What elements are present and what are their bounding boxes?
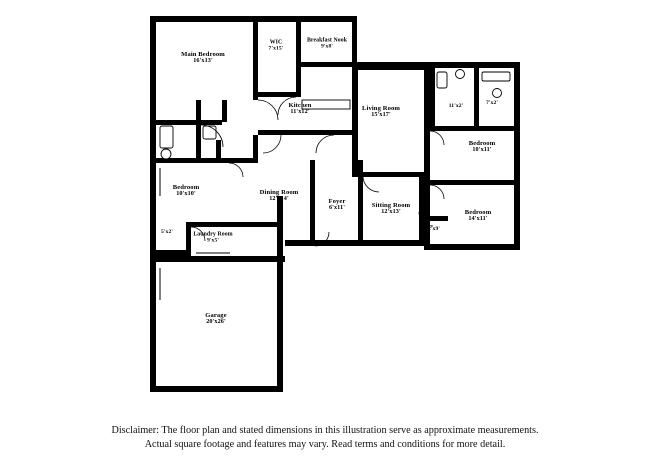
room-label-bath-1 — [449, 103, 464, 109]
room-label-kitchen — [288, 102, 311, 116]
room-dimension: 7'x15' — [268, 46, 284, 53]
room-dimension: 12'x13' — [381, 208, 401, 216]
room-label-foyer — [329, 198, 346, 212]
room-name: Main Bedroom — [181, 50, 225, 58]
room-label-wic — [269, 40, 284, 53]
room-label-bath-2 — [486, 100, 498, 106]
room-name: Bedroom — [468, 139, 496, 147]
room-label-bedroom-10x11 — [469, 140, 496, 154]
room-label-main-bedroom — [181, 51, 225, 65]
room-dimension: 10'x11' — [472, 146, 492, 154]
disclaimer-text — [0, 424, 650, 452]
room-name: Kitchen — [288, 101, 312, 109]
room-dimension: 16'x13' — [193, 57, 213, 65]
room-label-closet-5x2 — [161, 229, 173, 235]
room-label-dining-room — [260, 189, 299, 203]
room-name: Living Room — [362, 104, 400, 112]
room-dimension: 9'x8' — [320, 44, 333, 51]
room-label-living-room — [362, 105, 400, 119]
room-name: Breakfast Nook — [306, 37, 348, 44]
room-dimension: 20'x26' — [206, 318, 226, 326]
room-label-breakfast-nook — [307, 38, 347, 51]
room-name: Foyer — [328, 197, 346, 205]
room-name: WIC — [269, 39, 283, 46]
room-dimension: 10'x10' — [176, 190, 196, 198]
room-label-bedroom-14x11 — [465, 209, 492, 223]
room-dimension: 14'x11' — [468, 215, 488, 223]
room-name: Garage — [205, 311, 227, 319]
room-label-laundry-room — [193, 232, 232, 245]
room-label-garage — [205, 312, 226, 326]
room-name: Sitting Room — [371, 201, 411, 209]
room-dimension: 12'x14' — [269, 195, 289, 203]
room-name: Bedroom — [172, 183, 200, 191]
disclaimer-line-1: Disclaimer: The floor plan and stated dimensions in this illustration serve as approximate measurements. — [111, 425, 539, 436]
room-dimension: 11'x2' — [448, 102, 464, 109]
room-label-sitting-room — [372, 202, 410, 216]
room-name: Laundry Room — [193, 231, 233, 238]
room-label-bedroom-10x10 — [173, 184, 200, 198]
disclaimer-line-2: Actual square footage and features may vary. Read terms and conditions for more detail. — [144, 439, 506, 451]
room-dimension: 11'x12' — [290, 108, 310, 116]
room-name: Dining Room — [259, 188, 299, 196]
room-dimension: 9'x5' — [207, 238, 219, 245]
room-dimension: 7'x2' — [486, 99, 498, 106]
room-dimension: 2'x9' — [428, 225, 440, 232]
room-name: Bedroom — [464, 208, 492, 216]
room-dimension: 6'x11' — [328, 204, 346, 212]
room-label-closet-2x9 — [428, 226, 440, 232]
room-dimension: 15'x17' — [371, 111, 391, 119]
room-dimension: 5'x2' — [161, 228, 173, 235]
